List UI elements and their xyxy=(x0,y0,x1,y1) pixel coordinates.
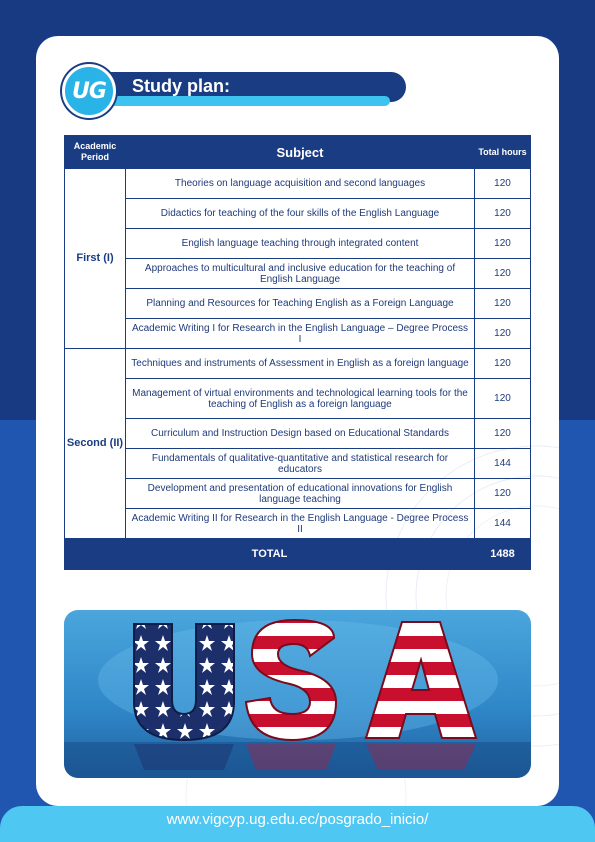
hours-cell: 120 xyxy=(475,229,531,259)
period-first: First (I) xyxy=(65,169,126,349)
header-total-hours: Total hours xyxy=(475,136,531,169)
subject-cell: Academic Writing I for Research in the English Language – Degree Process I xyxy=(126,319,475,349)
subject-cell: Approaches to multicultural and inclusive education for the teaching of English Language xyxy=(126,259,475,289)
hours-cell: 120 xyxy=(475,479,531,509)
table-row xyxy=(65,199,531,229)
total-row xyxy=(65,539,531,570)
table-row xyxy=(65,289,531,319)
hours-cell: 120 xyxy=(475,199,531,229)
hours-cell: 144 xyxy=(475,509,531,539)
usa-banner-image xyxy=(64,610,531,778)
table-row xyxy=(65,449,531,479)
hours-cell: 120 xyxy=(475,419,531,449)
subject-cell: English language teaching through integrated content xyxy=(126,229,475,259)
hours-cell: 144 xyxy=(475,449,531,479)
table-row xyxy=(65,419,531,449)
hours-cell: 120 xyxy=(475,289,531,319)
page-title: Study plan: xyxy=(132,76,230,96)
subject-cell: Techniques and instruments of Assessment in English as a foreign language xyxy=(126,349,475,379)
hours-cell: 120 xyxy=(475,349,531,379)
hours-cell: 120 xyxy=(475,319,531,349)
usa-flag-letters-image xyxy=(64,610,531,778)
subject-cell: Planning and Resources for Teaching English as a Foreign Language xyxy=(126,289,475,319)
table-row xyxy=(65,259,531,289)
header-accent xyxy=(80,96,390,106)
subject-cell: Didactics for teaching of the four skills of the English Language xyxy=(126,199,475,229)
table-header-row xyxy=(65,136,531,169)
period-second: Second (II) xyxy=(65,349,126,539)
header-academic-period: Academic Period xyxy=(65,136,126,169)
subject-cell: Theories on language acquisition and second languages xyxy=(126,169,475,199)
footer-website-link[interactable]: www.vigcyp.ug.edu.ec/posgrado_inicio/ xyxy=(166,811,429,828)
table-row xyxy=(65,319,531,349)
hours-cell: 120 xyxy=(475,259,531,289)
logo-text: UG xyxy=(72,78,106,104)
subject-cell: Curriculum and Instruction Design based on Educational Standards xyxy=(126,419,475,449)
table-row xyxy=(65,509,531,539)
subject-cell: Academic Writing II for Research in the English Language - Degree Process II xyxy=(126,509,475,539)
subject-cell: Management of virtual environments and technological learning tools for the teaching of English as a foreign language xyxy=(126,379,475,419)
ug-logo xyxy=(62,64,116,118)
subject-cell: Fundamentals of qualitative-quantitative and statistical research for educators xyxy=(126,449,475,479)
study-plan-table xyxy=(64,135,531,570)
total-value: 1488 xyxy=(475,539,531,570)
total-label: TOTAL xyxy=(65,539,475,570)
table-row xyxy=(65,229,531,259)
hours-cell: 120 xyxy=(475,169,531,199)
subject-cell: Development and presentation of educational innovations for English language teaching xyxy=(126,479,475,509)
table-row xyxy=(65,379,531,419)
hours-cell: 120 xyxy=(475,379,531,419)
table-row xyxy=(65,349,531,379)
header-subject: Subject xyxy=(126,136,475,169)
table-row xyxy=(65,479,531,509)
table-row xyxy=(65,169,531,199)
